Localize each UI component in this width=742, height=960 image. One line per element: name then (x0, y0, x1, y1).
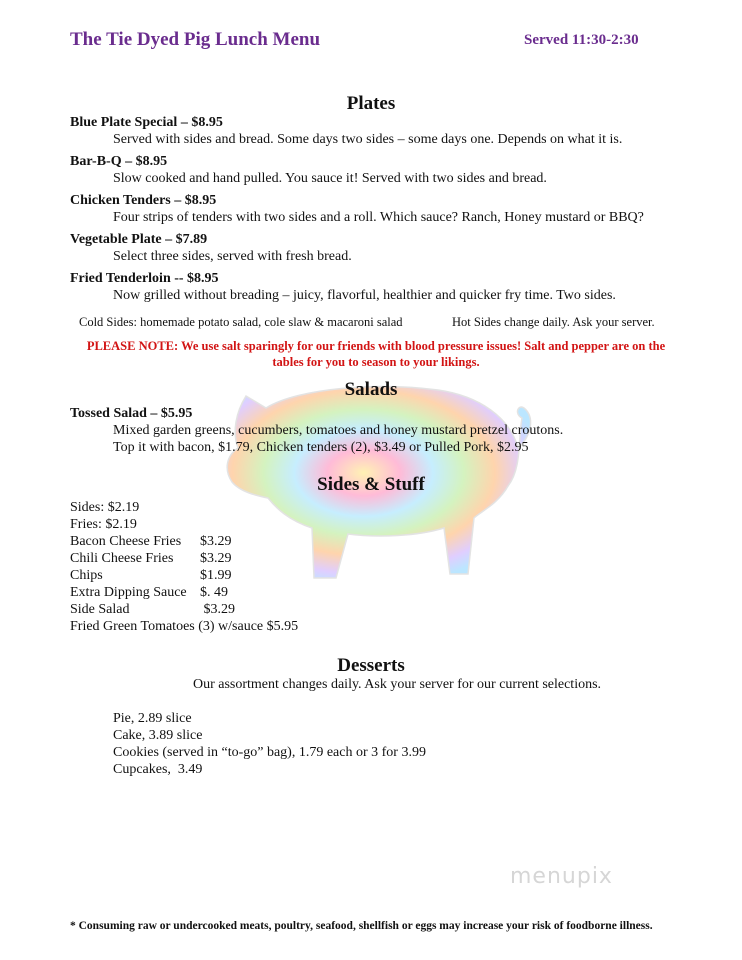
side-item-label: Fries: $2.19 (70, 517, 137, 532)
side-item-label: Fried Green Tomatoes (3) w/sauce $5.95 (70, 619, 299, 634)
side-item-price: $3.29 (200, 551, 232, 566)
plate-item-name: Chicken Tenders – $8.95 (70, 193, 217, 208)
side-item-label: Extra Dipping Sauce (70, 585, 187, 600)
plate-item-name: Vegetable Plate – $7.89 (70, 232, 208, 247)
side-item-price: $3.29 (200, 534, 232, 549)
hot-sides-text: Hot Sides change daily. Ask your server. (452, 315, 655, 329)
foodborne-illness-disclaimer: * Consuming raw or undercooked meats, poultry, seafood, shellfish or eggs may increase your risk of foodborne illness. (70, 920, 653, 932)
salad-desc-line1: Mixed garden greens, cucumbers, tomatoes and honey mustard pretzel croutons. (113, 423, 564, 438)
desserts-intro: Our assortment changes daily. Ask your server for our current selections. (192, 677, 602, 692)
salt-note-line1: PLEASE NOTE: We use salt sparingly for our friends with blood pressure issues! Salt and pepper are on the (86, 339, 666, 353)
menu-title: The Tie Dyed Pig Lunch Menu (70, 29, 321, 50)
served-hours: Served 11:30-2:30 (524, 32, 639, 48)
desserts-heading: Desserts (337, 655, 405, 676)
sides-heading: Sides & Stuff (317, 474, 425, 495)
salad-item-name: Tossed Salad – $5.95 (70, 406, 193, 421)
dessert-item: Cake, 3.89 slice (113, 728, 203, 743)
menupix-watermark: menupix (510, 864, 613, 889)
dessert-item: Cupcakes, 3.49 (113, 762, 203, 777)
cold-sides-text: Cold Sides: homemade potato salad, cole slaw & macaroni salad (79, 315, 403, 329)
salad-desc-line2: Top it with bacon, $1.79, Chicken tenders (2), $3.49 or Pulled Pork, $2.95 (113, 440, 529, 455)
plate-item-desc: Slow cooked and hand pulled. You sauce it! Served with two sides and bread. (113, 171, 547, 186)
plate-item-name: Blue Plate Special – $8.95 (70, 115, 223, 130)
side-item-label: Bacon Cheese Fries (70, 534, 182, 549)
plate-item-desc: Select three sides, served with fresh bread. (113, 249, 352, 264)
dessert-item: Cookies (served in “to-go” bag), 1.79 each or 3 for 3.99 (113, 745, 426, 760)
side-item-price: $3.29 (200, 602, 235, 617)
salt-note-line2: tables for you to season to your likings. (272, 355, 480, 369)
plate-item-desc: Four strips of tenders with two sides and a roll. Which sauce? Ranch, Honey mustard or BBQ? (113, 210, 644, 225)
dessert-item: Pie, 2.89 slice (113, 711, 192, 726)
side-item-price: $1.99 (200, 568, 232, 583)
side-item-price: $. 49 (200, 585, 228, 600)
side-item-label: Chips (70, 568, 103, 583)
plate-item-desc: Now grilled without breading – juicy, flavorful, healthier and quicker fry time. Two sides. (113, 288, 616, 303)
salads-heading: Salads (344, 379, 398, 400)
side-item-label: Chili Cheese Fries (70, 551, 174, 566)
plate-item-desc: Served with sides and bread. Some days two sides – some days one. Depends on what it is. (113, 132, 623, 147)
side-item-label: Sides: $2.19 (70, 500, 140, 515)
plate-item-name: Fried Tenderloin -- $8.95 (70, 271, 219, 286)
plates-heading: Plates (346, 93, 396, 114)
side-item-label: Side Salad (70, 602, 130, 617)
plate-item-name: Bar-B-Q – $8.95 (70, 154, 168, 169)
